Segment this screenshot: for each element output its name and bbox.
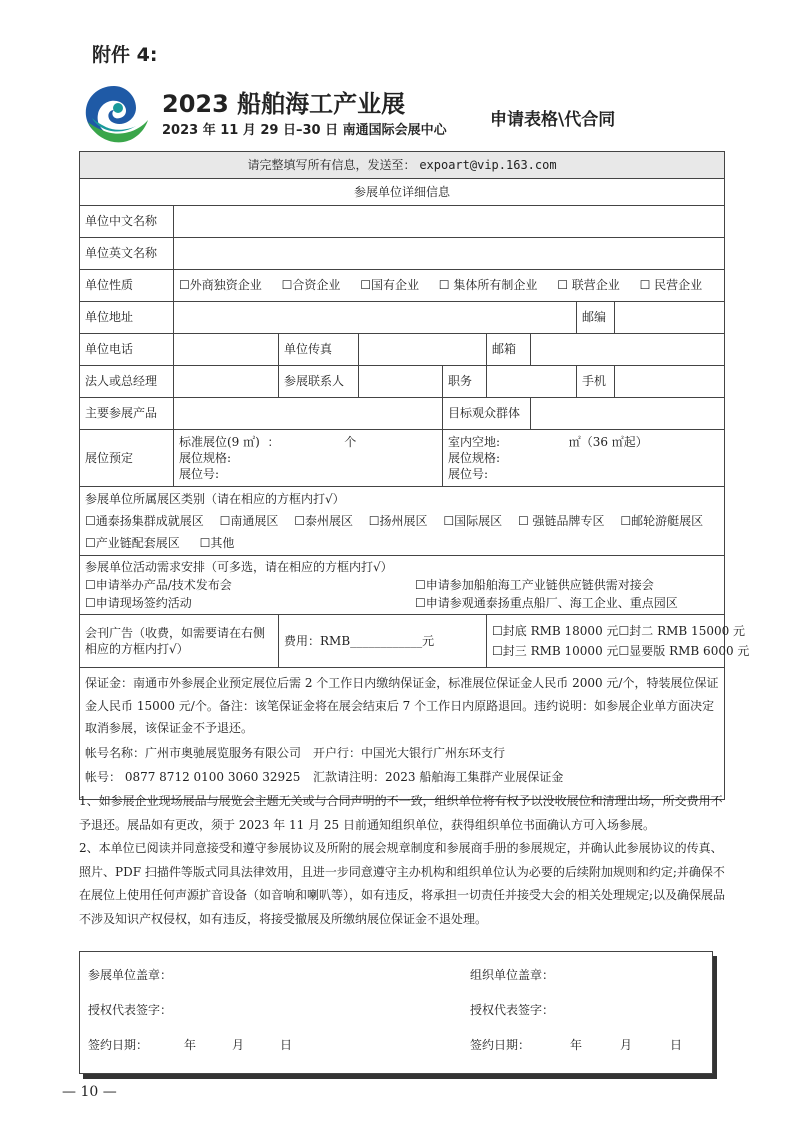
activity-option[interactable]: ☐申请举办产品/技术发布会 xyxy=(85,578,232,592)
zone-option[interactable]: ☐国际展区 xyxy=(443,514,503,528)
label-mobile: 手机 xyxy=(577,366,615,398)
deposit-text: 保证金：南通市外参展企业预定展位后需 2 个工作日内缴纳保证金，标准展位保证金人民币 2000 元/个，特装展位保证金人民币 15000 元/个。备注：该笔保证金将在展会结束后 7 个工作日内原路退回。违约说明：如参展企业单方面决定取消参展，该保证金不予退还。 xyxy=(85,676,719,735)
fax-field[interactable] xyxy=(359,334,487,366)
activity-section xyxy=(80,556,725,615)
remittance-note: 汇款请注明：2023 船舶海工集群产业展保证金 xyxy=(313,770,564,784)
label-audience: 目标观众群体 xyxy=(443,398,531,430)
zone-option[interactable]: ☐扬州展区 xyxy=(368,514,428,528)
sign-date-left: 签约日期： xyxy=(88,1038,149,1052)
label-email: 邮箱 xyxy=(487,334,531,366)
zone-option[interactable]: ☐产业链配套展区 xyxy=(85,536,180,550)
notice-email: expoart@vip.163.com xyxy=(419,157,557,172)
nature-option[interactable]: ☐外商独资企业 xyxy=(179,278,262,292)
ad-option[interactable]: ☐封底 RMB 18000 元 xyxy=(492,624,619,638)
contact-field[interactable] xyxy=(359,366,443,398)
booth-spec-label: 展位规格: xyxy=(179,451,232,465)
email-field[interactable] xyxy=(531,334,725,366)
label-booth: 展位预定 xyxy=(80,430,174,487)
activity-option[interactable]: ☐申请现场签约活动 xyxy=(85,596,192,610)
ad-options xyxy=(487,615,750,668)
zone-option[interactable]: ☐南通展区 xyxy=(219,514,279,528)
activity-option[interactable]: ☐申请参观通泰扬重点船厂、海工企业、重点园区 xyxy=(415,596,678,610)
day-label: 日 xyxy=(280,1038,293,1052)
terms-notes xyxy=(79,790,727,931)
zone-option[interactable]: ☐其他 xyxy=(199,536,235,550)
auth-signature-right: 授权代表签字： xyxy=(470,1003,555,1017)
label-products: 主要参展产品 xyxy=(80,398,174,430)
address-field[interactable] xyxy=(174,302,577,334)
year-label: 年 xyxy=(570,1038,583,1052)
signature-box xyxy=(79,951,713,1074)
account-name: 帐号名称：广州市奥驰展览服务有限公司 xyxy=(85,745,302,760)
nature-option[interactable]: ☐合资企业 xyxy=(281,278,341,292)
legal-rep-field[interactable] xyxy=(174,366,279,398)
nature-option[interactable]: ☐ 联营企业 xyxy=(557,278,620,292)
zone-title: 参展单位所属展区类别（请在相应的方框内打√） xyxy=(85,492,345,506)
account-number: 帐号： 0877 8712 0100 3060 32925 xyxy=(85,770,301,784)
phone-field[interactable] xyxy=(174,334,279,366)
year-label: 年 xyxy=(184,1038,197,1052)
label-contact: 参展联系人 xyxy=(279,366,359,398)
terms-note-2: 2、本单位已阅读并同意接受和遵守参展协议及所附的展会规章制度和参展商手册的参展规定，并确认此参展协议的传真、照片、PDF 扫描件等版式同具法律效用，且进一步同意遵守主办机构和组织单位认为必要的后续附加规则和约定;并确保不在展位上使用任何声源扩音设备（如音响和喇叭等），如有违反，将承担一切责任并接受大会的相关处理规定;以及确保展品不涉及知识产权侵权，如有违反，将接受撤展及所缴纳展位保证金不退处理。 xyxy=(79,841,726,926)
page-number: — 10 — xyxy=(62,1084,117,1100)
ad-label: 会刊广告（收费，如需要请在右侧相应的方框内打√） xyxy=(80,615,279,668)
application-form xyxy=(79,151,750,800)
label-nature: 单位性质 xyxy=(80,270,174,302)
zone-option[interactable]: ☐通泰扬集群成就展区 xyxy=(85,514,204,528)
label-postcode: 邮编 xyxy=(577,302,615,334)
form-title: 申请表格\代合同 xyxy=(490,110,616,130)
exhibition-title: 2023 船舶海工产业展 xyxy=(162,90,406,118)
ad-option[interactable]: ☐封二 RMB 15000 元 xyxy=(618,624,746,638)
cn-name-field[interactable] xyxy=(174,206,725,238)
nature-option[interactable]: ☐国有企业 xyxy=(360,278,419,292)
organizer-seal-label: 组织单位盖章： xyxy=(470,968,555,982)
space-booth-line: 室内空地: ㎡（36 ㎡起） xyxy=(448,435,648,449)
exhibition-date-venue: 2023 年 11 月 29 日–30 日 南通国际会展中心 xyxy=(162,123,447,138)
sign-date-right: 签约日期： xyxy=(470,1038,531,1052)
mobile-field[interactable] xyxy=(615,366,725,398)
ad-fee[interactable]: 费用：RMB____________元 xyxy=(279,615,487,668)
activity-option[interactable]: ☐申请参加船舶海工产业链供应链供需对接会 xyxy=(415,578,654,592)
space-spec-label: 展位规格: xyxy=(448,451,501,465)
zone-option[interactable]: ☐ 强链品牌专区 xyxy=(517,514,605,528)
booth-no-label: 展位号: xyxy=(179,467,220,481)
day-label: 日 xyxy=(670,1038,683,1052)
activity-title: 参展单位活动需求安排（可多选，请在相应的方框内打√） xyxy=(85,560,393,574)
terms-note-1: 1、如参展企业现场展品与展览会主题无关或与合同声明的不一致，组织单位将有权予以没收展位和清理出场，所交费用不予退还。展品如有更改，须于 2023 年 11 月 25 日前通知组织单位，获得组织单位书面确认方可入场参展。 xyxy=(79,794,723,832)
space-booth-field[interactable] xyxy=(443,430,725,487)
products-field[interactable] xyxy=(174,398,443,430)
postcode-field[interactable] xyxy=(615,302,725,334)
label-en-name: 单位英文名称 xyxy=(80,238,174,270)
month-label: 月 xyxy=(620,1038,633,1052)
label-legal-rep: 法人或总经理 xyxy=(80,366,174,398)
ad-option[interactable]: ☐封三 RMB 10000 元 xyxy=(492,644,619,658)
nature-option[interactable]: ☐ 民营企业 xyxy=(639,278,703,292)
ad-option[interactable]: ☐显要版 RMB 6000 元 xyxy=(618,644,750,658)
label-address: 单位地址 xyxy=(80,302,174,334)
standard-booth-field[interactable] xyxy=(174,430,443,487)
notice-text: 请完整填写所有信息，发送至： xyxy=(247,157,416,172)
deposit-section xyxy=(80,668,725,800)
attachment-label: 附件 4: xyxy=(92,44,158,66)
nature-option[interactable]: ☐ 集体所有制企业 xyxy=(438,278,538,292)
audience-field[interactable] xyxy=(531,398,725,430)
label-fax: 单位传真 xyxy=(279,334,359,366)
zone-option[interactable]: ☐泰州展区 xyxy=(294,514,353,528)
zone-option[interactable]: ☐邮轮游艇展区 xyxy=(620,514,704,528)
exhibition-logo-icon xyxy=(78,78,150,150)
bank-name: 开户行：中国光大银行广州东环支行 xyxy=(313,745,506,760)
section-title: 参展单位详细信息 xyxy=(80,179,725,206)
zone-section xyxy=(80,487,725,556)
notice-row xyxy=(80,152,725,179)
label-phone: 单位电话 xyxy=(80,334,174,366)
standard-booth-line: 标准展位(9 ㎡) ： 个 xyxy=(179,435,357,449)
space-no-label: 展位号: xyxy=(448,467,489,481)
month-label: 月 xyxy=(232,1038,245,1052)
position-field[interactable] xyxy=(487,366,577,398)
auth-signature-left: 授权代表签字： xyxy=(88,1003,173,1017)
exhibitor-seal-label: 参展单位盖章： xyxy=(88,968,173,982)
label-cn-name: 单位中文名称 xyxy=(80,206,174,238)
nature-options xyxy=(174,270,725,302)
label-position: 职务 xyxy=(443,366,487,398)
en-name-field[interactable] xyxy=(174,238,725,270)
